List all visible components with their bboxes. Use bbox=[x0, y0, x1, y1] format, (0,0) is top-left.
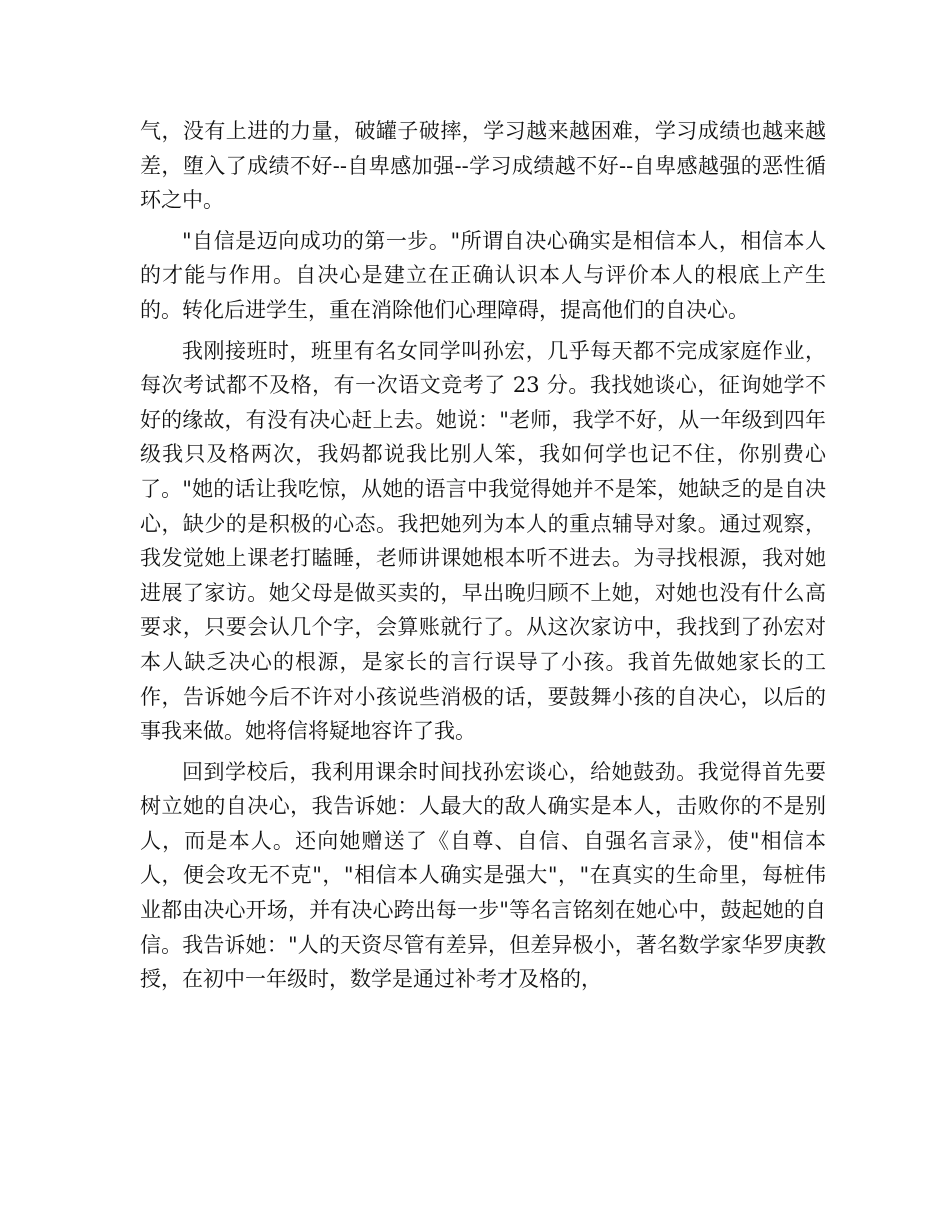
paragraph-1: 气，没有上进的力量，破罐子破摔，学习越来越困难，学习成绩也越来越差，堕入了成绩不好--自卑感加强--学习成绩越不好--自卑感越强的恶性循环之中。 bbox=[140, 119, 826, 213]
paragraph-2: "自信是迈向成功的第一步。"所谓自决心确实是相信本人，相信本人的才能与作用。自决心是建立在正确认识本人与评价本人的根底上产生的。转化后进学生，重在消除他们心理障碍，提高他们的自决心。 bbox=[140, 228, 826, 322]
paragraph-4: 回到学校后，我利用课余时间找孙宏谈心，给她鼓劲。我觉得首先要树立她的自决心，我告诉她：人最大的敌人确实是本人，击败你的不是别人，而是本人。还向她赠送了《自尊、自信、自强名言录》，使"相信本人，便会攻无不克"，"相信本人确实是强大"，"在真实的生命里，每桩伟业都由决心开场，并有决心跨出每一步"等名言铭刻在她心中，鼓起她的自信。我告诉她："人的天资尽管有差异，但差异极小，著名数学家华罗庚教授，在初中一年级时，数学是通过补考才及格的， bbox=[140, 759, 826, 992]
paragraph-3: 我刚接班时，班里有名女同学叫孙宏，几乎每天都不完成家庭作业，每次考试都不及格，有一次语文竞考了 23 分。我找她谈心，征询她学不好的缘故，有没有决心赶上去。她说："老师，我学不好，从一年级到四年级我只及格两次，我妈都说我比别人笨，我如何学也记不住，你别费心了。"她的话让我吃惊，从她的语言中我觉得她并不是笨，她缺乏的是自决心，缺少的是积极的心态。我把她列为本人的重点辅导对象。通过观察，我发觉她上课老打瞌睡，老师讲课她根本听不进去。为寻找根源，我对她进展了家访。她父母是做买卖的，早出晚归顾不上她，对她也没有什么高要求，只要会认几个字，会算账就行了。从这次家访中，我找到了孙宏对本人缺乏决心的根源，是家长的言行误导了小孩。我首先做她家长的工作，告诉她今后不许对小孩说些消极的话，要鼓舞小孩的自决心，以后的事我来做。她将信将疑地容许了我。 bbox=[140, 338, 826, 744]
document-page bbox=[140, 114, 826, 997]
